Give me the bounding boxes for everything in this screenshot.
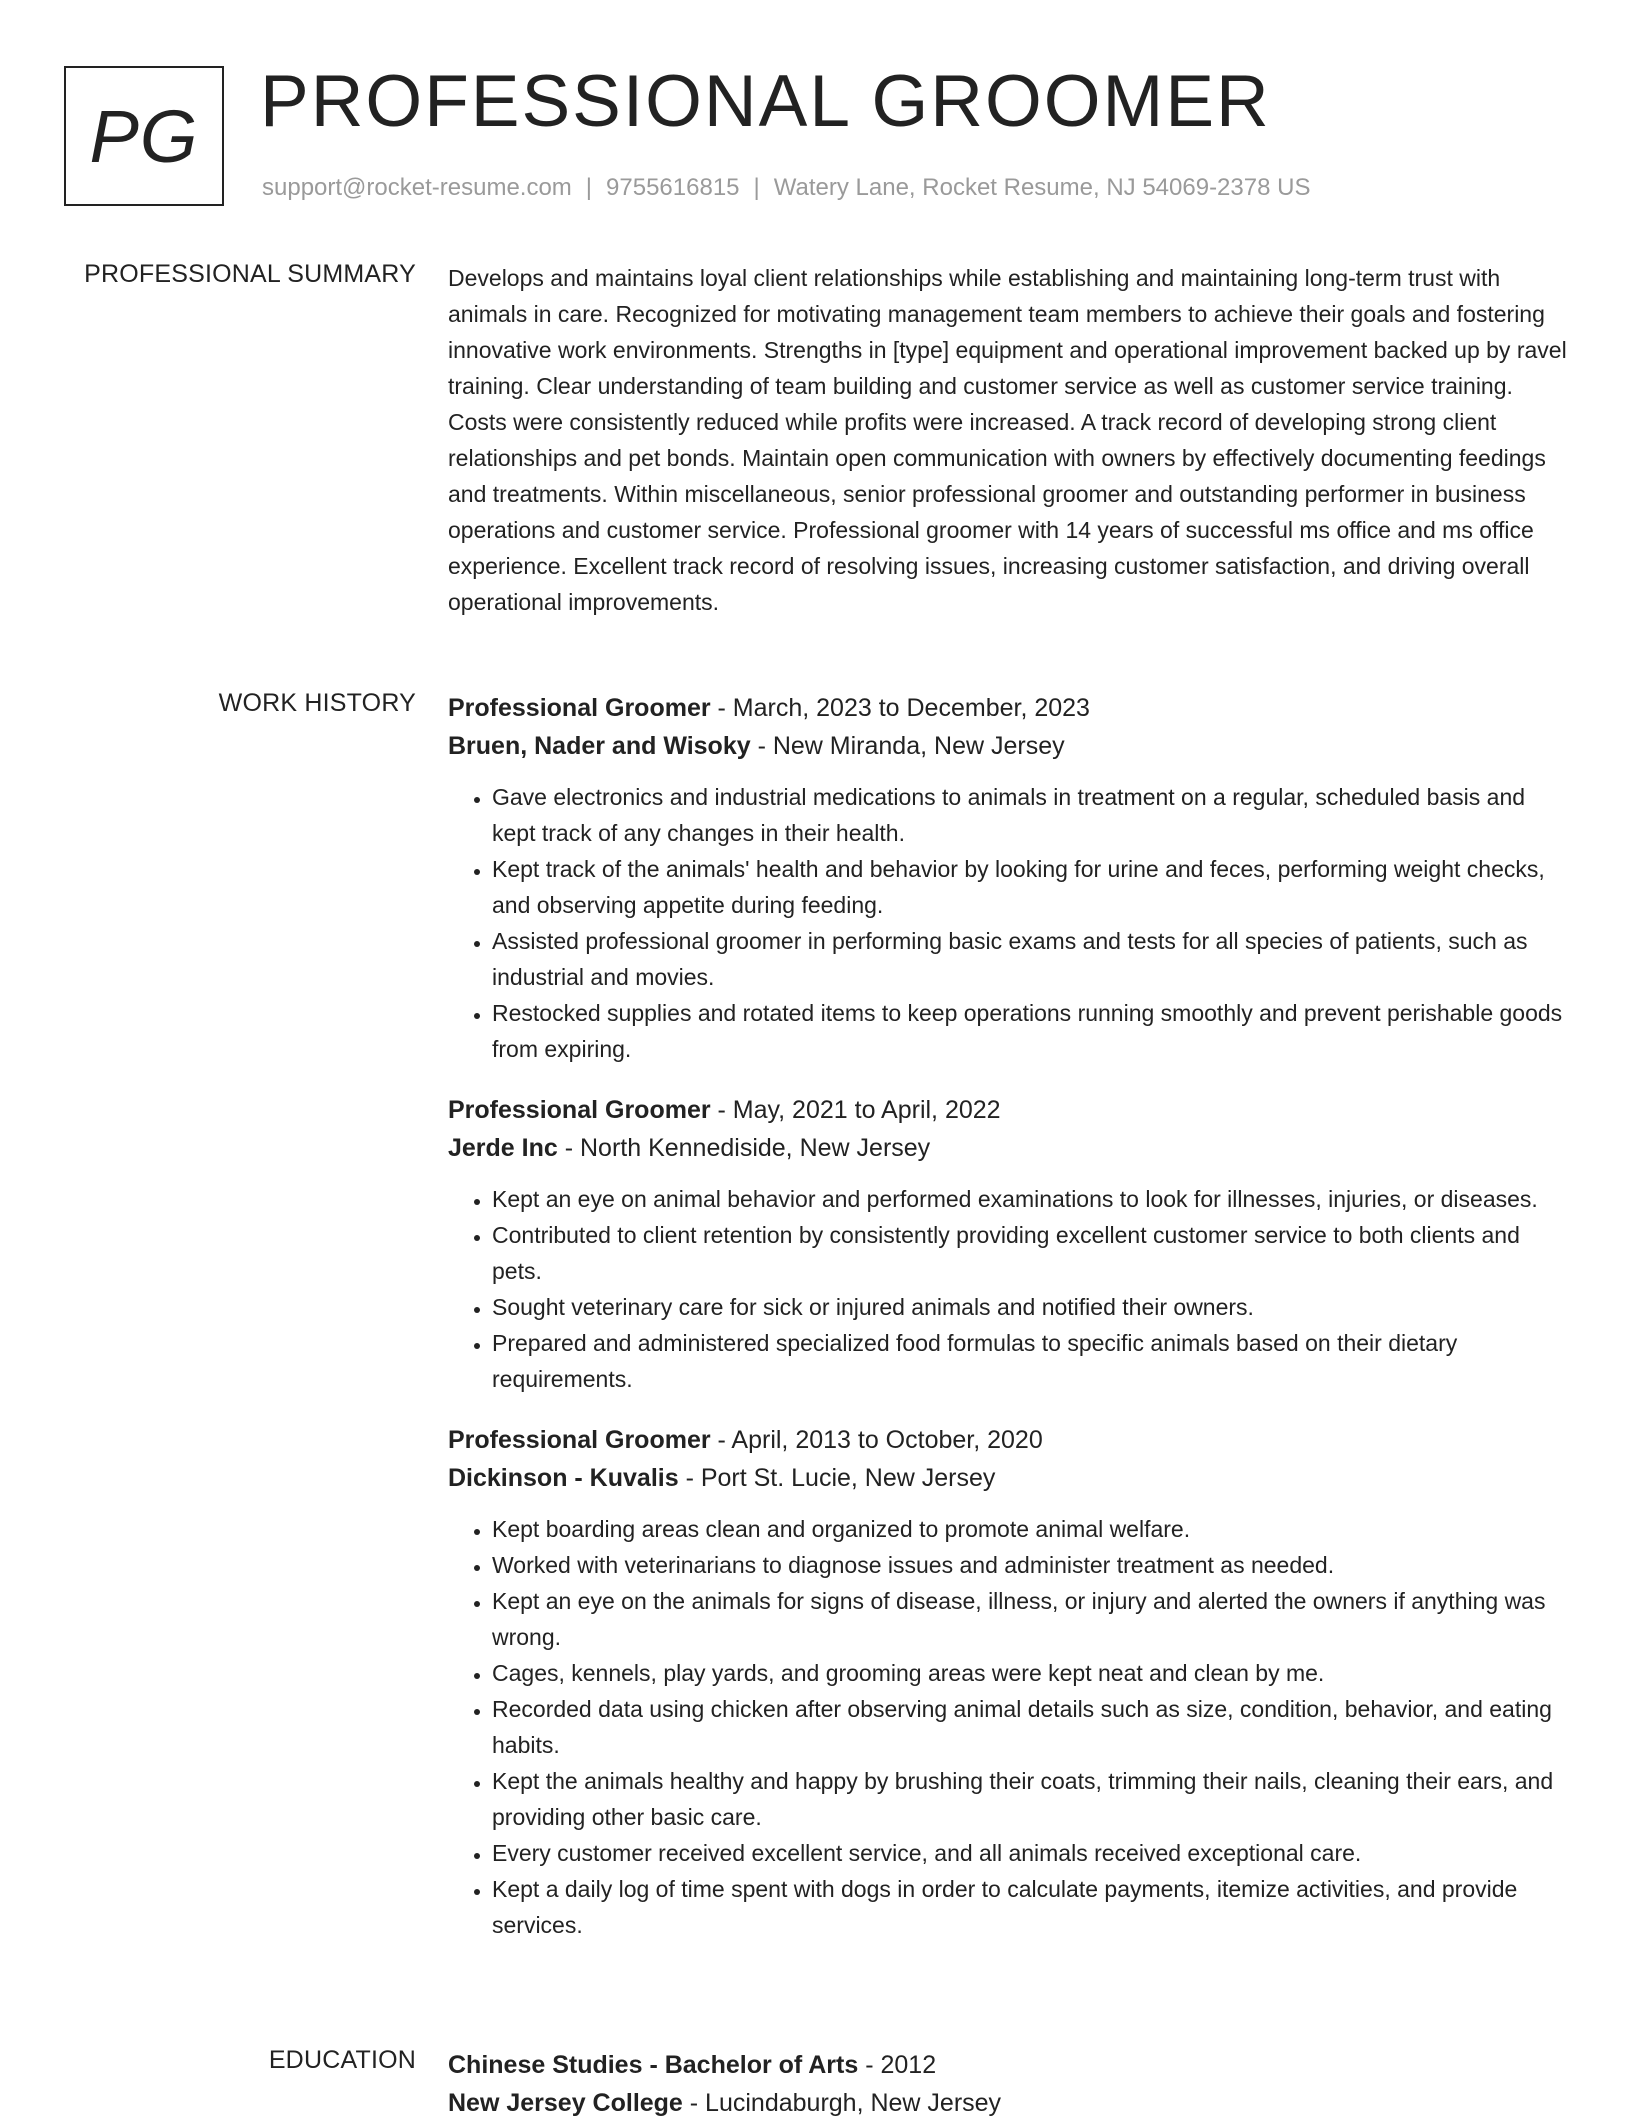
monogram-box: PG xyxy=(64,66,224,206)
contact-separator: | xyxy=(753,174,760,201)
job-dates: - March, 2023 to December, 2023 xyxy=(710,694,1090,722)
school-location: - Lucindaburgh, New Jersey xyxy=(682,2089,1002,2117)
job-entry xyxy=(448,689,1568,1067)
job-bullets xyxy=(448,1511,1568,1943)
contact-separator: | xyxy=(585,174,593,201)
school-line xyxy=(448,2084,1568,2122)
bullet-item: • Kept boarding areas clean and organized to promote animal welfare. xyxy=(492,1511,1568,1547)
bullet-item: • Recorded data using chicken after observing animal details such as size, condition, behavior, and eating habits. xyxy=(492,1691,1568,1763)
bullet-item: • Assisted professional groomer in performing basic exams and tests for all species of patients, such as industrial and movies. xyxy=(492,923,1568,995)
contact-address: Watery Lane, Rocket Resume, NJ 54069-2378 US xyxy=(773,174,1311,201)
job-company-line xyxy=(448,1459,1568,1497)
degree-year: - 2012 xyxy=(858,2051,937,2079)
education-heading: EDUCATION xyxy=(268,2046,416,2074)
bullet-item: • Every customer received excellent service, and all animals received exceptional care. xyxy=(492,1835,1568,1871)
bullet-item: • Cages, kennels, play yards, and grooming areas were kept neat and clean by me. xyxy=(492,1655,1568,1691)
bullet-item: • Kept the animals healthy and happy by brushing their coats, trimming their nails, cleaning their ears, and providing other basic care. xyxy=(492,1763,1568,1835)
job-title: Professional Groomer xyxy=(448,694,711,722)
degree-title: Chinese Studies - Bachelor of Arts xyxy=(448,2051,859,2079)
job-bullets xyxy=(448,1181,1568,1397)
job-company: Bruen, Nader and Wisoky xyxy=(448,732,751,760)
work-history-body xyxy=(448,689,1568,1967)
job-entry xyxy=(448,1091,1568,1397)
job-entry xyxy=(448,1421,1568,1943)
bullet-item: • Kept an eye on animal behavior and performed examinations to look for illnesses, injuries, or diseases. xyxy=(492,1181,1568,1217)
job-company-line xyxy=(448,727,1568,765)
bullet-item: • Sought veterinary care for sick or injured animals and notified their owners. xyxy=(492,1289,1568,1325)
bullet-item: • Kept an eye on the animals for signs of disease, illness, or injury and alerted the owners if anything was wrong. xyxy=(492,1583,1568,1655)
job-title-line xyxy=(448,1421,1568,1459)
job-title: Professional Groomer xyxy=(448,1426,711,1454)
bullet-item: • Kept a daily log of time spent with dogs in order to calculate payments, itemize activities, and provide services. xyxy=(492,1871,1568,1943)
contact-line xyxy=(262,174,1310,202)
work-history-heading: WORK HISTORY xyxy=(218,689,416,717)
school-name: New Jersey College xyxy=(448,2089,683,2117)
job-location: - New Miranda, New Jersey xyxy=(750,732,1065,760)
education-body xyxy=(448,2046,1568,2122)
degree-line xyxy=(448,2046,1568,2084)
contact-phone: 9755616815 xyxy=(606,174,740,201)
job-company: Dickinson - Kuvalis xyxy=(448,1464,679,1492)
job-location: - North Kennediside, New Jersey xyxy=(557,1134,931,1162)
job-bullets xyxy=(448,779,1568,1067)
bullet-item: • Restocked supplies and rotated items to keep operations running smoothly and prevent perishable goods from expiring. xyxy=(492,995,1568,1067)
summary-heading: PROFESSIONAL SUMMARY xyxy=(84,260,416,288)
job-title-line xyxy=(448,1091,1568,1129)
bullet-item: • Contributed to client retention by consistently providing excellent customer service to both clients and pets. xyxy=(492,1217,1568,1289)
candidate-name: PROFESSIONAL GROOMER xyxy=(260,61,1271,142)
bullet-item: • Kept track of the animals' health and behavior by looking for urine and feces, performing weight checks, and observing appetite during feeding. xyxy=(492,851,1568,923)
summary-text: Develops and maintains loyal client relationships while establishing and maintaining long-term trust with animals in care. Recognized for motivating management team members to achieve their goals and fostering innovative work environments. Strengths in [type] equipment and operational improvement backed up by ravel training. Clear understanding of team building and customer service as well as customer service training. Costs were consistently reduced while profits were increased. A track record of developing strong client relationships and pet bonds. Maintain open communication with owners by effectively documenting feedings and treatments. Within miscellaneous, senior professional groomer and outstanding performer in business operations and customer service. Professional groomer with 14 years of successful ms office and ms office experience. Excellent track record of resolving issues, increasing customer satisfaction, and driving overall operational improvements. xyxy=(448,265,1567,615)
job-title-line xyxy=(448,689,1568,727)
summary-body xyxy=(448,260,1568,620)
bullet-item: • Worked with veterinarians to diagnose issues and administer treatment as needed. xyxy=(492,1547,1568,1583)
job-dates: - April, 2013 to October, 2020 xyxy=(710,1426,1043,1454)
job-company: Jerde Inc xyxy=(448,1134,558,1162)
job-company-line xyxy=(448,1129,1568,1167)
bullet-item: • Prepared and administered specialized food formulas to specific animals based on their dietary requirements. xyxy=(492,1325,1568,1397)
bullet-item: • Gave electronics and industrial medications to animals in treatment on a regular, scheduled basis and kept track of any changes in their health. xyxy=(492,779,1568,851)
job-location: - Port St. Lucie, New Jersey xyxy=(678,1464,996,1492)
job-title: Professional Groomer xyxy=(448,1096,711,1124)
job-dates: - May, 2021 to April, 2022 xyxy=(710,1096,1001,1124)
resume-header xyxy=(64,61,1584,216)
contact-email: support@rocket-resume.com xyxy=(262,174,572,201)
